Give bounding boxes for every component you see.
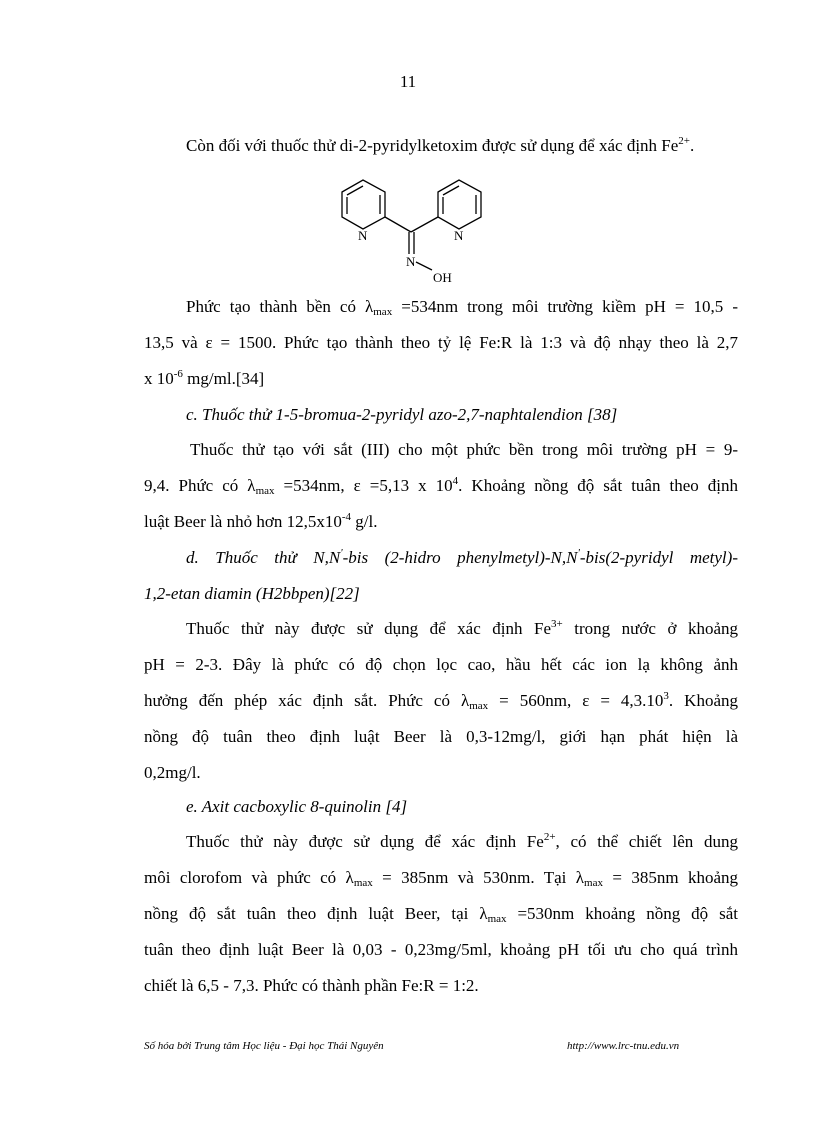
di-2-pyridylketoxime-structure: [320, 170, 500, 290]
paragraph-d: Thuốc thử này được sử dụng để xác định $Fe^{3+}$ trong nước ở khoảng pH = 2-3. Đây là phức có độ chọn lọc cao, hầu hết các ion lạ không ảnh hưởng đến phép xác định sắt. Phức có $\lambda_{max} = 560nm$, $\varepsilon = 4,3.10^3$. Khoảng nồng độ tuân theo định luật Beer là 0,3-12mg/l, giới hạn phát hiện là 0,2mg/l.: [144, 618, 738, 782]
page-number: 11: [399, 72, 417, 91]
footer-url[interactable]: http://www.lrc-tnu.edu.vn: [567, 1040, 680, 1052]
heading-d: d. Thuốc thử N,N'-bis (2-hidro phenylmetyl)-N,N'-bis(2-pyridyl metyl)- 1,2-etan diamin (H2bbpen)[22]: [144, 547, 738, 603]
atom-n-oxime: N: [406, 254, 416, 269]
paragraph-e: Thuốc thử này được sử dụng để xác định $Fe^{2+}$, có thể chiết lên dung môi clorofom và phức có $\lambda_{max} = 385nm$ và 530nm. Tại $\lambda_{max} = 385nm$ khoảng nồng độ sắt tuân theo định luật Beer, tại $\lambda_{max} =530nm$ khoảng nồng độ sắt tuân theo định luật Beer là 0,03 - 0,23mg/5ml, khoảng pH tối ưu cho quá trình chiết là 6,5 - 7,3. Phức có thành phần Fe:R = 1:2.: [144, 831, 739, 995]
paragraph-complex-stability: Phức tạo thành bền có $\lambda_{max} =534nm$ trong môi trường kiềm pH = 10,5 - 13,5 và ε = 1500. Phức tạo thành theo tỷ lệ Fe:R là 1:3 và độ nhạy theo là 2,7 x $10^{-6}$ mg/ml.[34]: [144, 297, 738, 388]
paragraph-c: Thuốc thử tạo với sắt (III) cho một phức bền trong môi trường pH = 9- 9,4. Phức có $\lambda_{max} =534nm$, ε =5,13 x $10^4$. Khoảng nồng độ sắt tuân theo định luật Beer là nhỏ hơn $12,5x10^{-4}$ g/l.: [144, 440, 738, 531]
hydroxyl-group: OH: [433, 270, 452, 285]
intro-paragraph: Còn đối với thuốc thử di-2-pyridylketoxim được sử dụng để xác định $Fe^{2+}$.: [186, 135, 695, 155]
atom-n-left: N: [358, 228, 368, 243]
right-pyridine-ring: [438, 180, 481, 229]
heading-c: c. Thuốc thử 1-5-bromua-2-pyridyl azo-2,7-naphtalendion [38]: [186, 405, 618, 424]
atom-n-right: N: [454, 228, 464, 243]
footer-source: Số hóa bởi Trung tâm Học liệu - Đại học Thái Nguyên: [144, 1040, 384, 1052]
heading-e: e. Axit cacboxylic 8-quinolin [4]: [186, 797, 408, 816]
left-pyridine-ring: [342, 180, 385, 229]
